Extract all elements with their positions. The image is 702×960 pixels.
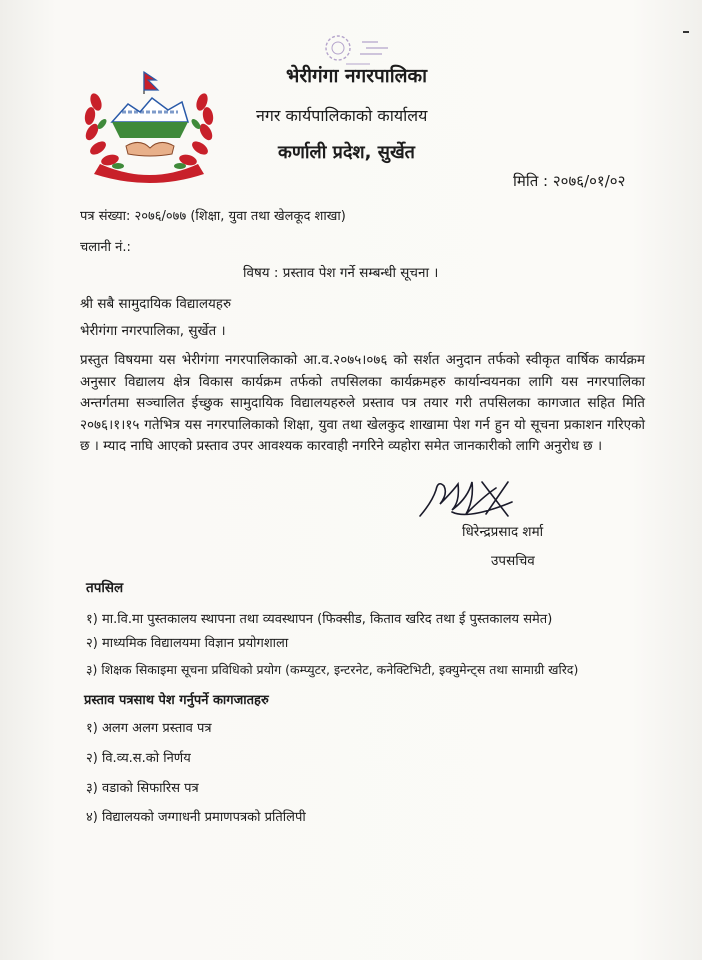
municipality-name: भेरीगंगा नगरपालिका xyxy=(286,65,428,87)
addressee-line-1: श्री सबै सामुदायिक विद्यालयहरु xyxy=(80,296,232,312)
dispatch-number: चलानी नं.: xyxy=(80,240,131,255)
addressee-line-2: भेरीगंगा नगरपालिका, सुर्खेत । xyxy=(80,323,226,339)
nepal-emblem-icon xyxy=(78,68,220,184)
subject-line: विषय : प्रस्ताव पेश गर्ने सम्बन्धी सूचना । xyxy=(243,265,439,281)
document-item: ४) विद्यालयको जग्गाधनी प्रमाणपत्रको प्रतिलिपी xyxy=(86,810,306,825)
document-item: २) वि.व्य.स.को निर्णय xyxy=(86,751,191,766)
signatory-designation: उपसचिव xyxy=(491,553,535,569)
body-paragraph: प्रस्तुत विषयमा यस भेरीगंगा नगरपालिकाको आ.व.२०७५।०७६ को सर्शत अनुदान तर्फको स्वीकृत वार्षिक कार्यक्रम अनुसार विद्यालय क्षेत्र विकास कार्यक्रम तर्फको तपसिलका कार्यक्रमहरु कार्यान्वयनका लागि यस नगरपालिका अन्तर्गतमा सञ्चालित ईच्छुक सामुदायिक विद्यालयहरुले प्रस्ताव पत्र तयार गरी तपसिलका कागजात सहित मिति २०७६।१।१५ गतेभित्र यस नगरपालिकाको शिक्षा, युवा तथा खेलकुद शाखामा पेश गर्न हुन यो सूचना प्रकाशन गरिएको छ । म्याद नाघि आएको प्रस्ताव उपर आवश्यक कारवाही नगरिने व्यहोरा समेत जानकारीको लागि अनुरोध छ । xyxy=(80,352,645,454)
corner-mark xyxy=(683,31,689,33)
schedule-item: २) माध्यमिक विद्यालयमा विज्ञान प्रयोगशाला xyxy=(86,636,289,651)
schedule-item: १) मा.वि.मा पुस्तकालय स्थापना तथा व्यवस्थापन (फिक्सीड, किताव खरिद तथा ई पुस्तकालय समेत) xyxy=(86,612,553,627)
schedule-item: ३) शिक्षक सिकाइमा सूचना प्रविधिको प्रयोग (कम्प्युटर, इन्टरनेट, कनेक्टिभिटी, इक्युमेन्ट्स तथा सामाग्री खरिद) xyxy=(86,662,579,677)
signatory-name: धिरेन्द्रप्रसाद शर्मा xyxy=(462,524,544,540)
document-item: ३) वडाको सिफारिस पत्र xyxy=(86,781,199,796)
office-name: नगर कार्यपालिकाको कार्यालय xyxy=(256,106,428,125)
documents-title: प्रस्ताव पत्रसाथ पेश गर्नुपर्ने कागजातहरु xyxy=(84,693,269,708)
document-item: १) अलग अलग प्रस्ताव पत्र xyxy=(86,721,212,736)
schedule-title: तपसिल xyxy=(86,580,124,596)
province-name: कर्णाली प्रदेश, सुर्खेत xyxy=(278,142,415,163)
reference-number: पत्र संख्या: २०७६/०७७ (शिक्षा, युवा तथा खेलकूद शाखा) xyxy=(80,209,346,224)
handwritten-signature-icon xyxy=(412,472,524,528)
letter-date: मिति : २०७६/०१/०२ xyxy=(513,172,626,190)
